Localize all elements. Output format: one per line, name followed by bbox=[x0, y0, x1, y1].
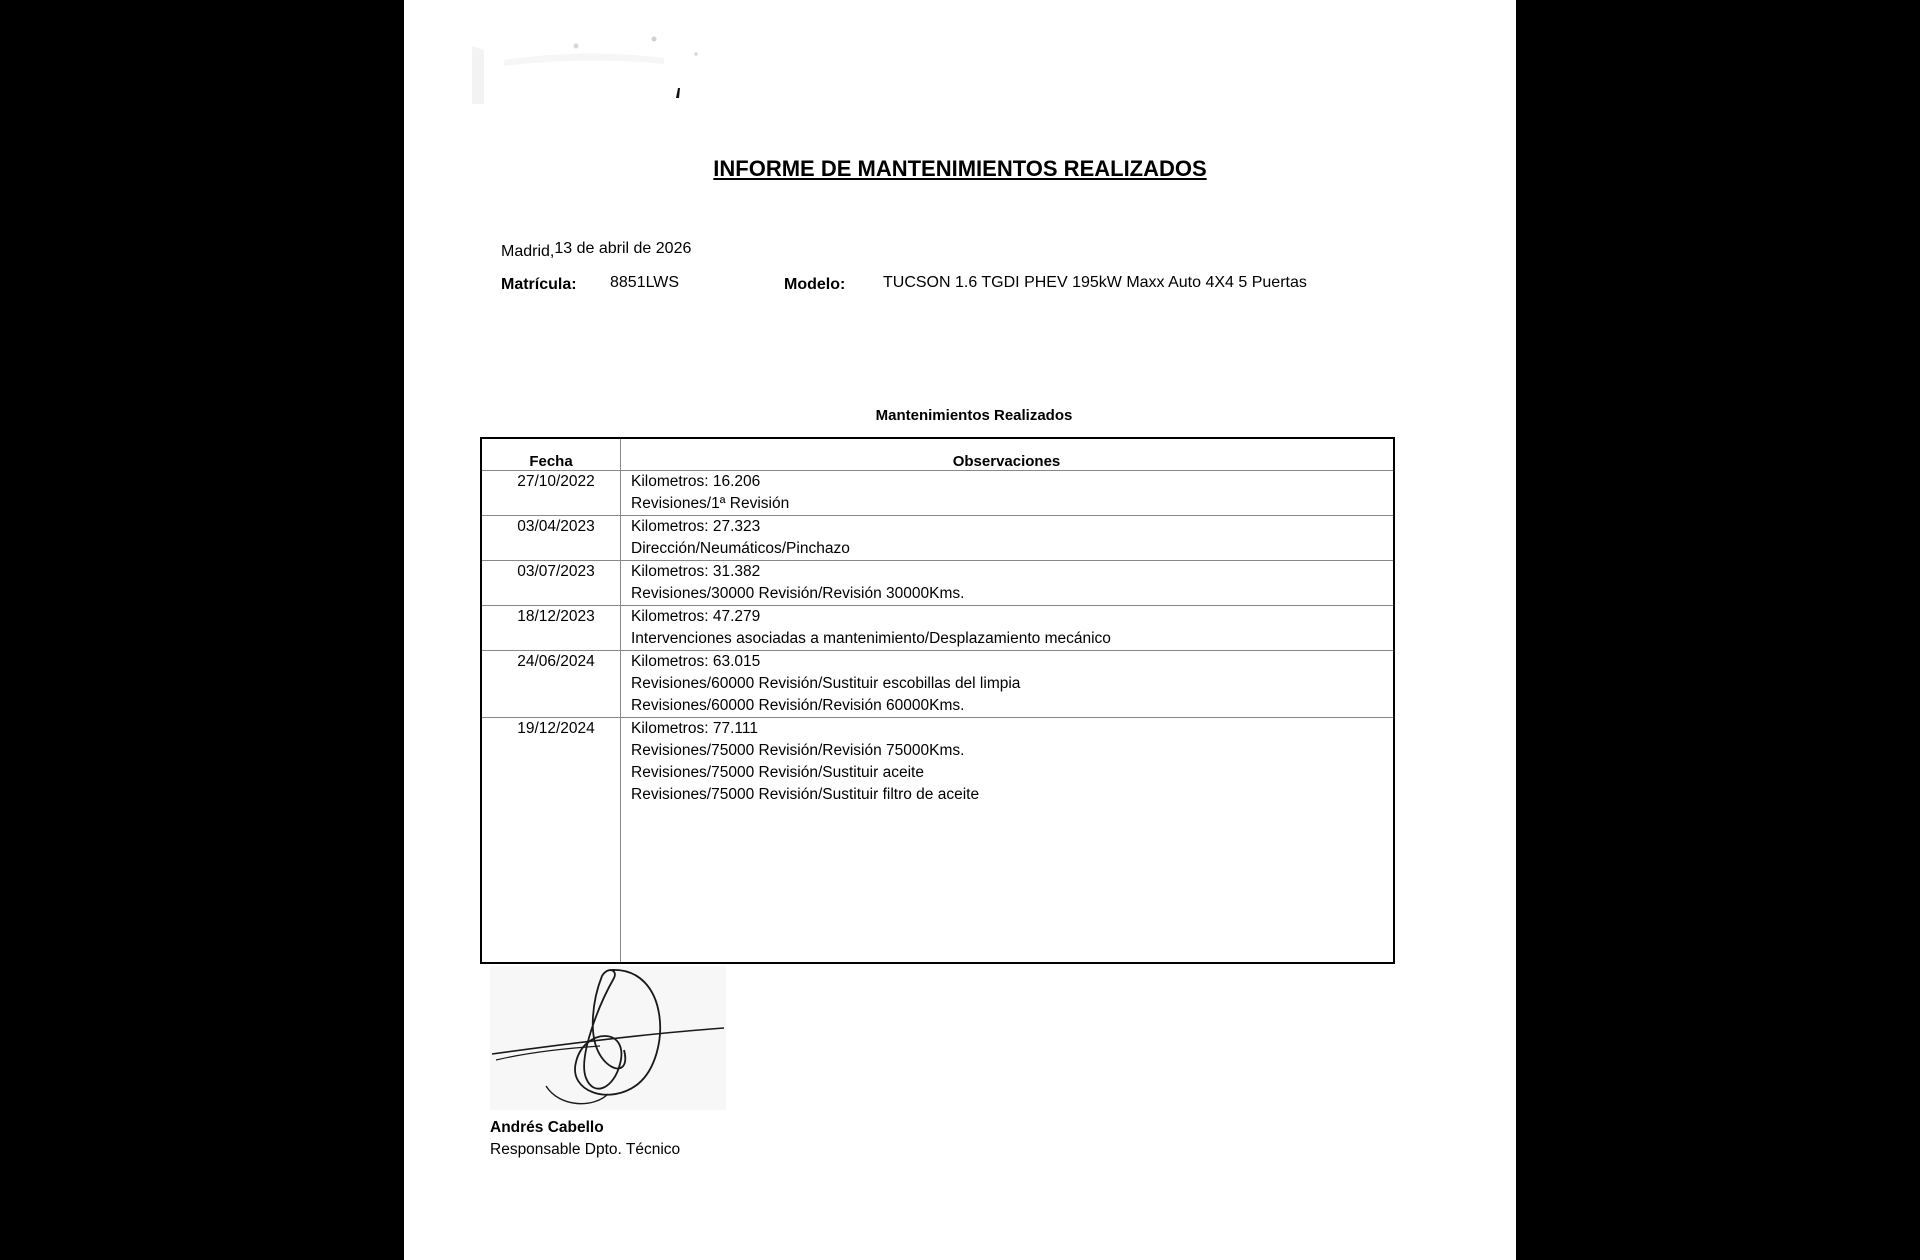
observation-line: Kilometros: 31.382 bbox=[631, 563, 761, 580]
signer-role: Responsable Dpto. Técnico bbox=[490, 1141, 681, 1158]
modelo-value: TUCSON 1.6 TGDI PHEV 195kW Maxx Auto 4X4 5 Puertas bbox=[883, 274, 1307, 291]
observation-line: Kilometros: 47.279 bbox=[631, 608, 761, 625]
table-row bbox=[482, 516, 1393, 561]
signer-name: Andrés Cabello bbox=[490, 1119, 604, 1136]
observation-line: Revisiones/75000 Revisión/Sustituir filtro de aceite bbox=[631, 786, 980, 803]
row-date: 24/06/2024 bbox=[517, 653, 595, 670]
row-observations bbox=[620, 471, 1393, 515]
report-date: 13 de abril de 2026 bbox=[554, 240, 692, 257]
observation-line: Kilometros: 16.206 bbox=[631, 473, 761, 490]
maintenance-table bbox=[480, 437, 1395, 964]
table-row bbox=[482, 471, 1393, 516]
observation-line: Revisiones/1ª Revisión bbox=[631, 495, 790, 512]
observation-line: Dirección/Neumáticos/Pinchazo bbox=[631, 540, 850, 557]
matricula-label: Matrícula: bbox=[501, 276, 577, 293]
observation-line: Kilometros: 77.111 bbox=[631, 720, 758, 737]
row-date: 18/12/2023 bbox=[517, 608, 595, 625]
section-title: Mantenimientos Realizados bbox=[875, 407, 1073, 424]
document-page bbox=[404, 0, 1516, 1260]
row-date: 19/12/2024 bbox=[517, 720, 595, 737]
table-row bbox=[482, 606, 1393, 651]
matricula-value: 8851LWS bbox=[610, 274, 680, 291]
table-row bbox=[482, 651, 1393, 718]
table-header bbox=[482, 439, 1393, 471]
header-fecha: Fecha bbox=[529, 453, 573, 470]
observation-line: Revisiones/75000 Revisión/Sustituir aceite bbox=[631, 764, 924, 781]
signature-image bbox=[490, 966, 726, 1110]
modelo-label: Modelo: bbox=[784, 276, 846, 293]
observation-line: Kilometros: 27.323 bbox=[631, 518, 761, 535]
observation-line: Kilometros: 63.015 bbox=[631, 653, 761, 670]
observation-line: Revisiones/60000 Revisión/Revisión 60000Kms. bbox=[631, 697, 965, 714]
report-city: Madrid, bbox=[501, 243, 555, 260]
row-date: 03/04/2023 bbox=[517, 518, 595, 535]
table-row bbox=[482, 718, 1393, 806]
observation-line: Revisiones/60000 Revisión/Sustituir escobillas del limpia bbox=[631, 675, 1021, 692]
row-observations bbox=[620, 718, 1393, 806]
table-body bbox=[482, 471, 1393, 806]
observation-line: Revisiones/30000 Revisión/Revisión 30000Kms. bbox=[631, 585, 965, 602]
row-date: 27/10/2022 bbox=[517, 473, 595, 490]
date-line bbox=[501, 240, 692, 261]
row-observations bbox=[620, 516, 1393, 560]
report-title: INFORME DE MANTENIMIENTOS REALIZADOS bbox=[713, 156, 1207, 181]
observation-line: Revisiones/75000 Revisión/Revisión 75000Kms. bbox=[631, 742, 965, 759]
row-observations bbox=[620, 606, 1393, 650]
header-observaciones: Observaciones bbox=[952, 453, 1061, 470]
row-observations bbox=[620, 561, 1393, 605]
observation-line: Intervenciones asociadas a mantenimiento/Desplazamiento mecánico bbox=[631, 630, 1111, 647]
company-logo-image bbox=[464, 30, 724, 110]
row-date: 03/07/2023 bbox=[517, 563, 595, 580]
table-row bbox=[482, 561, 1393, 606]
row-observations bbox=[620, 651, 1393, 717]
